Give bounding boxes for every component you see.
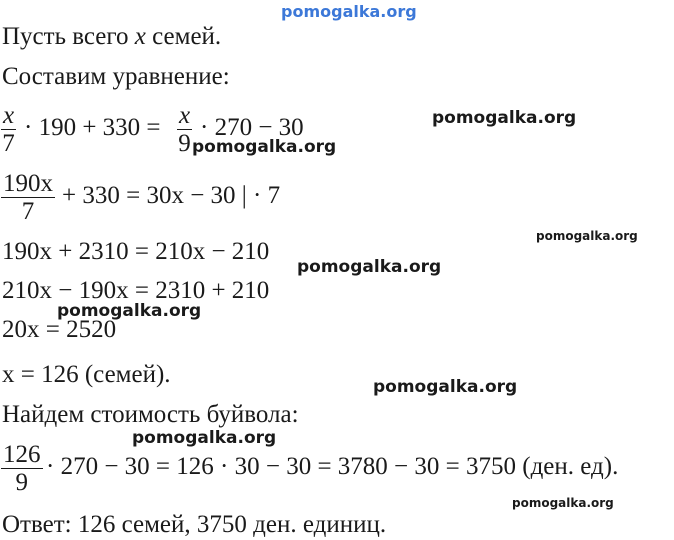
- line-7: 20x = 2520: [2, 316, 117, 343]
- fraction-denominator: 9: [178, 130, 191, 157]
- fraction-x-over-9: [177, 102, 192, 157]
- calculation: · 270 − 30 = 126 · 30 − 30 = 3780 − 30 = 3750 (ден. ед).: [46, 453, 619, 480]
- watermark: pomogalka.org: [373, 377, 518, 397]
- line-1-post: семей.: [145, 23, 222, 50]
- equation-2-rest: + 330 = 30x − 30 | · 7: [62, 182, 281, 209]
- fraction-denominator: 9: [15, 469, 28, 496]
- fraction-x-over-7: [1, 102, 16, 157]
- watermark: pomogalka.org: [132, 428, 277, 448]
- line-6: 210x − 190x = 2310 + 210: [2, 277, 270, 304]
- watermark: pomogalka.org: [432, 108, 577, 128]
- fraction-numerator: 126: [3, 441, 41, 468]
- fraction-numerator: 190x: [3, 170, 53, 197]
- watermark-top: pomogalka.org: [281, 2, 417, 21]
- line-1-pre: Пусть всего: [2, 23, 135, 50]
- equation-1-end: · 270 − 30: [200, 114, 304, 141]
- line-1-var: x: [134, 23, 146, 50]
- watermark: pomogalka.org: [536, 229, 638, 243]
- watermark: pomogalka.org: [297, 257, 442, 277]
- fraction-126-over-9: [1, 441, 43, 496]
- line-2: Составим уравнение:: [2, 63, 230, 90]
- line-1: [2, 22, 221, 52]
- line-8: x = 126 (семей).: [2, 361, 171, 388]
- line-5: 190x + 2310 = 210x − 210: [2, 238, 270, 265]
- answer: Ответ: 126 семей, 3750 ден. единиц.: [2, 511, 387, 538]
- fraction-numerator: x: [179, 102, 191, 129]
- watermark: pomogalka.org: [57, 301, 202, 321]
- watermark: pomogalka.org: [512, 496, 614, 510]
- line-9: Найдем стоимость буйвола:: [2, 401, 299, 428]
- fraction-denominator: 7: [21, 198, 35, 225]
- watermark: pomogalka.org: [192, 137, 337, 157]
- fraction-numerator: x: [3, 102, 15, 129]
- fraction-190x-over-7: [1, 170, 55, 225]
- fraction-denominator: 7: [2, 130, 15, 157]
- equation-1-middle: · 190 + 330 =: [24, 114, 161, 141]
